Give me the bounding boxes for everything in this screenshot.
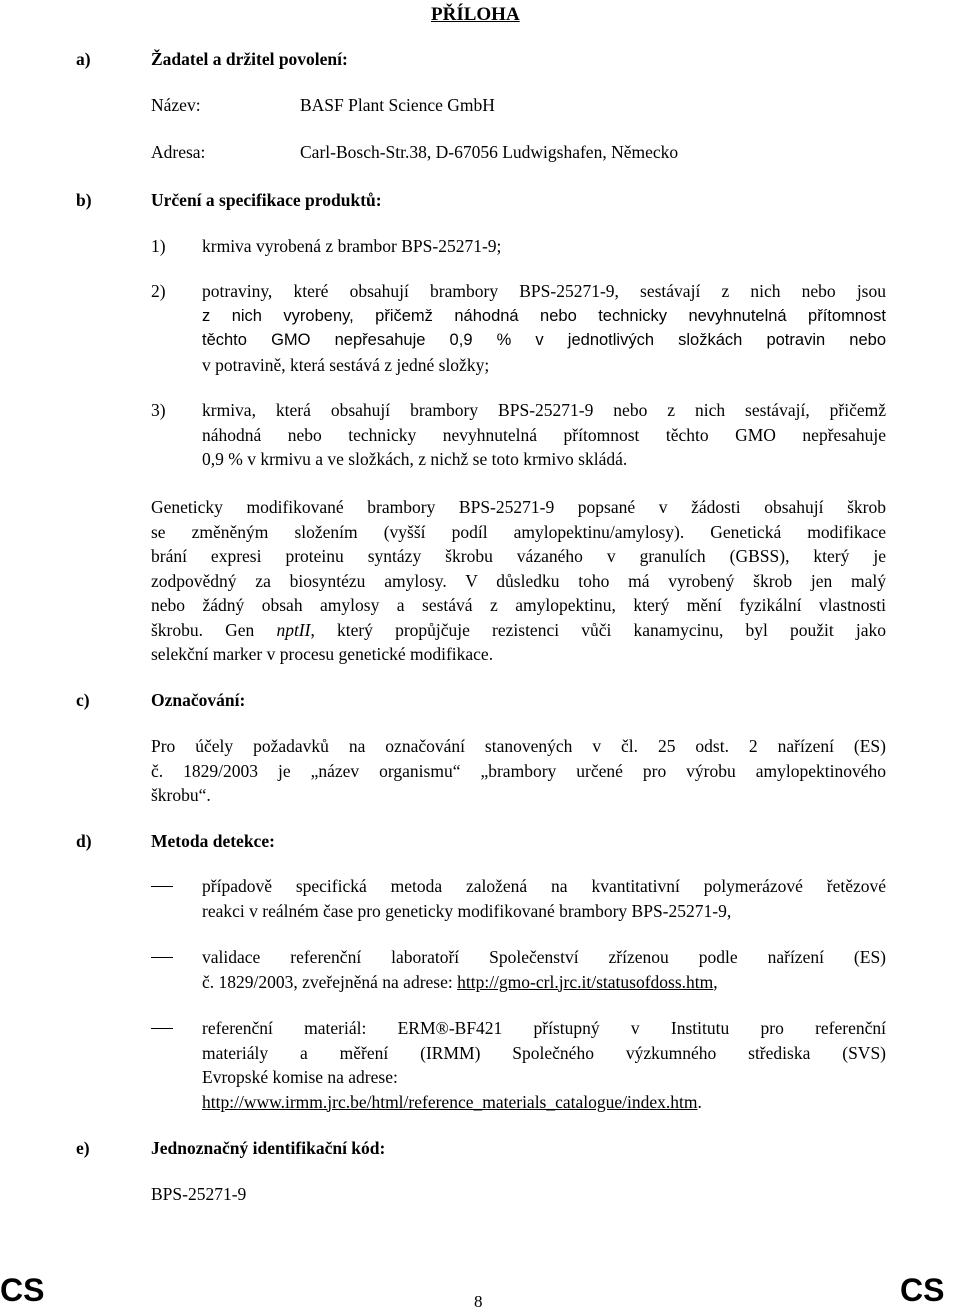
detection-item-1 — [202, 874, 886, 923]
paragraph-line: škrobu“. — [151, 785, 211, 805]
section-b-label: b) — [76, 190, 92, 210]
item2-line: těchto GMO nepřesahuje 0,9 % v jednotlivých složkách potravin nebo — [202, 331, 886, 349]
irmm-link[interactable]: http://www.irmm.jrc.be/html/reference_materials_catalogue/index.htm — [202, 1091, 698, 1112]
gmo-description-paragraph — [151, 495, 886, 667]
page-number: 8 — [474, 1292, 483, 1311]
item2-line: v potravině, která sestává z jedné složky; — [202, 354, 490, 375]
paragraph-line: selekční marker v procesu genetické modifikace. — [151, 644, 494, 664]
item2-text — [202, 279, 886, 377]
section-a-label: a) — [76, 49, 91, 69]
gene-name: nptII — [276, 619, 311, 640]
item-line: reakci v reálném čase pro geneticky modifikované brambory BPS-25271-9, — [202, 900, 732, 921]
section-e-label: e) — [76, 1138, 90, 1158]
item3-number: 3) — [151, 400, 166, 420]
name-label: Název: — [151, 95, 201, 115]
item1-number: 1) — [151, 236, 166, 256]
crl-link[interactable]: http://gmo-crl.jrc.it/statusofdoss.htm — [457, 971, 714, 992]
item1-text: krmiva vyrobená z brambor BPS-25271-9; — [202, 236, 502, 256]
section-a-heading: Žadatel a držitel povolení: — [151, 49, 348, 69]
address-label: Adresa: — [151, 142, 206, 162]
item2-line: potraviny, které obsahují brambory BPS-25271-9, sestávají z nich nebo jsou — [202, 281, 886, 301]
bullet-dash — [151, 957, 173, 958]
section-d-heading: Metoda detekce: — [151, 831, 275, 851]
item-line: Evropské komise na adrese: — [202, 1067, 398, 1087]
item3-line: krmiva, která obsahují brambory BPS-25271-9 nebo z nich sestávají, přičemž — [202, 400, 886, 420]
footer-lang-left: CS — [0, 1272, 45, 1308]
paragraph-line: škrobu. Gen nptII, který propůjčuje rezistenci vůči kanamycinu, byl použit jako — [151, 619, 886, 640]
paragraph-line: Geneticky modifikované brambory BPS-25271-9 popsané v žádosti obsahují škrob — [151, 497, 886, 517]
item3-line: náhodná nebo technicky nevyhnutelná přítomnost těchto GMO nepřesahuje — [202, 424, 886, 445]
item-line: materiály a měření (IRMM) Společného výzkumného střediska (SVS) — [202, 1042, 886, 1063]
paragraph-line: se změněným složením (vyšší podíl amylopektinu/amylosy). Genetická modifikace — [151, 521, 886, 542]
labelling-paragraph — [151, 734, 886, 808]
section-d-label: d) — [76, 831, 92, 851]
item-line: případově specifická metoda založená na kvantitativní polymerázové řetězové — [202, 876, 886, 896]
section-c-heading: Označování: — [151, 690, 246, 710]
paragraph-line: Pro účely požadavků na označování stanovených v čl. 25 odst. 2 nařízení (ES) — [151, 736, 886, 756]
item-line: referenční materiál: ERM®-BF421 přístupný v Institutu pro referenční — [202, 1018, 886, 1038]
item2-line: z nich vyrobeny, přičemž náhodná nebo technicky nevyhnutelná přítomnost — [202, 306, 886, 325]
paragraph-line: brání expresi proteinu syntázy škrobu vázaného v granulích (GBSS), který je — [151, 546, 886, 566]
item-line: validace referenční laboratoří Společenství zřízenou podle nařízení (ES) — [202, 947, 886, 967]
section-c-label: c) — [76, 690, 90, 710]
section-e-heading: Jednoznačný identifikační kód: — [151, 1138, 386, 1158]
detection-item-3 — [202, 1016, 886, 1114]
section-b-heading: Určení a specifikace produktů: — [151, 190, 382, 210]
page-title: PŘÍLOHA — [431, 4, 520, 25]
name-value: BASF Plant Science GmbH — [300, 95, 495, 115]
bullet-dash — [151, 1028, 173, 1029]
unique-identifier: BPS-25271-9 — [151, 1184, 247, 1204]
item-line: http://www.irmm.jrc.be/html/reference_materials_catalogue/index.htm. — [202, 1091, 702, 1112]
address-value: Carl-Bosch-Str.38, D-67056 Ludwigshafen, Německo — [300, 142, 679, 162]
paragraph-line: nebo žádný obsah amylosy a sestává z amylopektinu, který mění fyzikální vlastnosti — [151, 595, 886, 615]
paragraph-line: zodpovědný za biosyntézu amylosy. V důsledku toho má vyrobený škrob jen malý — [151, 570, 886, 591]
footer-lang-right: CS — [900, 1272, 945, 1308]
item3-text — [202, 398, 886, 472]
item3-line: 0,9 % v krmivu a ve složkách, z nichž se toto krmivo skládá. — [202, 449, 628, 469]
item2-number: 2) — [151, 281, 166, 301]
paragraph-line: č. 1829/2003 je „název organismu“ „brambory určené pro výrobu amylopektinového — [151, 760, 886, 781]
item-line: č. 1829/2003, zveřejněná na adrese: http://gmo-crl.jrc.it/statusofdoss.htm, — [202, 971, 718, 992]
detection-item-2 — [202, 945, 886, 994]
bullet-dash — [151, 886, 173, 887]
